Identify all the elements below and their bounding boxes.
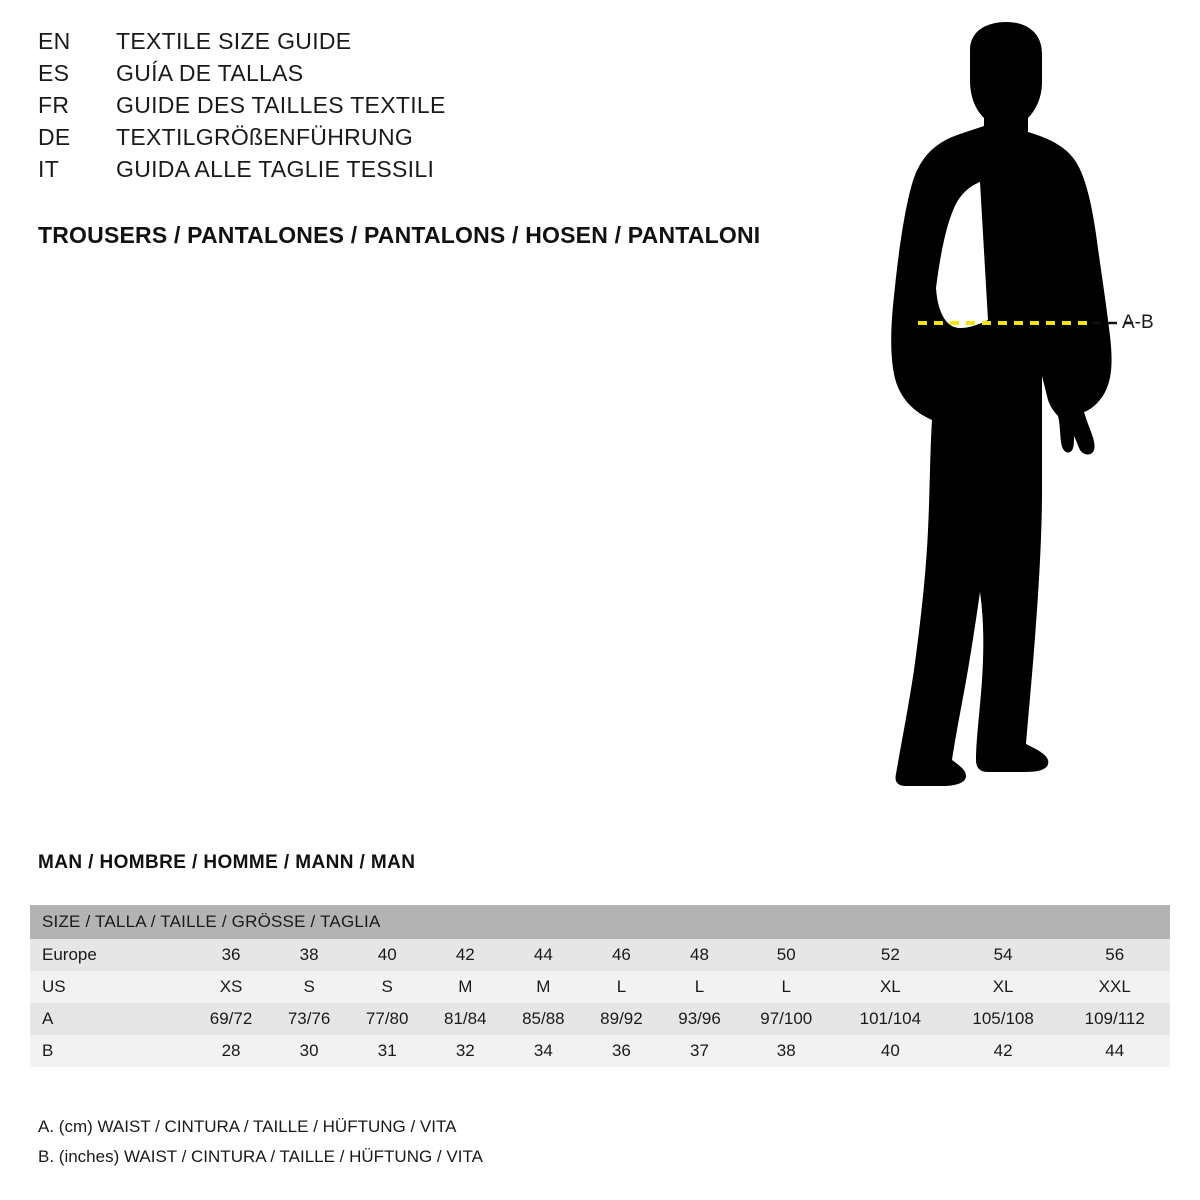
language-row <box>38 92 818 124</box>
language-code: DE <box>38 124 71 150</box>
cell: 101/104 <box>834 1003 947 1035</box>
cell: 50 <box>739 939 834 971</box>
cell: 37 <box>660 1035 738 1067</box>
cell: L <box>582 971 660 1003</box>
size-table-body <box>30 939 1170 1067</box>
size-table-head <box>30 905 1170 939</box>
cell: 85/88 <box>504 1003 582 1035</box>
language-text: TEXTILGRÖßENFÜHRUNG <box>116 124 414 150</box>
male-silhouette-icon <box>891 22 1111 786</box>
cell: 52 <box>834 939 947 971</box>
measure-label-ab: A-B <box>1122 312 1154 333</box>
language-text: GUÍA DE TALLAS <box>116 60 304 86</box>
row-label: B <box>30 1035 192 1067</box>
cell: 77/80 <box>348 1003 426 1035</box>
cell: 40 <box>348 939 426 971</box>
language-row <box>38 156 818 188</box>
cell: L <box>660 971 738 1003</box>
language-list <box>38 28 818 188</box>
cell: 89/92 <box>582 1003 660 1035</box>
cell: 46 <box>582 939 660 971</box>
cell: 73/76 <box>270 1003 348 1035</box>
cell: 42 <box>426 939 504 971</box>
language-row <box>38 124 818 156</box>
cell: 109/112 <box>1060 1003 1171 1035</box>
cell: 28 <box>192 1035 270 1067</box>
table-row <box>30 1035 1170 1067</box>
figure-illustration <box>820 20 1200 810</box>
cell: 38 <box>270 939 348 971</box>
cell: 93/96 <box>660 1003 738 1035</box>
cell: M <box>504 971 582 1003</box>
language-text: GUIDA ALLE TAGLIE TESSILI <box>116 156 435 182</box>
cell: L <box>739 971 834 1003</box>
cell: S <box>348 971 426 1003</box>
size-table-header-label: SIZE / TALLA / TAILLE / GRÖSSE / TAGLIA <box>30 905 1170 939</box>
row-label: Europe <box>30 939 192 971</box>
cell: S <box>270 971 348 1003</box>
garment-title: TROUSERS / PANTALONES / PANTALONS / HOSEN / PANTALONI <box>38 222 761 248</box>
cell: 32 <box>426 1035 504 1067</box>
cell: 56 <box>1060 939 1171 971</box>
footnote-a: A. (cm) WAIST / CINTURA / TAILLE / HÜFTUNG / VITA <box>38 1117 457 1136</box>
cell: 38 <box>739 1035 834 1067</box>
language-row <box>38 28 818 60</box>
cell: 30 <box>270 1035 348 1067</box>
cell: 42 <box>947 1035 1060 1067</box>
cell: XL <box>947 971 1060 1003</box>
table-header-row <box>30 905 1170 939</box>
table-row <box>30 971 1170 1003</box>
language-text: TEXTILE SIZE GUIDE <box>116 28 352 54</box>
cell: 105/108 <box>947 1003 1060 1035</box>
cell: 44 <box>504 939 582 971</box>
table-row <box>30 939 1170 971</box>
cell: 97/100 <box>739 1003 834 1035</box>
row-label: US <box>30 971 192 1003</box>
cell: 40 <box>834 1035 947 1067</box>
cell: XXL <box>1060 971 1171 1003</box>
cell: 44 <box>1060 1035 1171 1067</box>
language-code: IT <box>38 156 60 182</box>
section-title-man: MAN / HOMBRE / HOMME / MANN / MAN <box>38 852 416 873</box>
footnotes <box>38 1112 483 1172</box>
cell: 31 <box>348 1035 426 1067</box>
footnote-b: B. (inches) WAIST / CINTURA / TAILLE / HÜFTUNG / VITA <box>38 1147 483 1166</box>
language-code: ES <box>38 60 70 86</box>
size-table <box>30 905 1170 1067</box>
language-row <box>38 60 818 92</box>
cell: 81/84 <box>426 1003 504 1035</box>
cell: M <box>426 971 504 1003</box>
cell: 69/72 <box>192 1003 270 1035</box>
language-code: FR <box>38 92 70 118</box>
cell: XL <box>834 971 947 1003</box>
language-text: GUIDE DES TAILLES TEXTILE <box>116 92 446 118</box>
cell: 34 <box>504 1035 582 1067</box>
cell: 48 <box>660 939 738 971</box>
cell: XS <box>192 971 270 1003</box>
language-code: EN <box>38 28 71 54</box>
cell: 36 <box>582 1035 660 1067</box>
table-row <box>30 1003 1170 1035</box>
row-label: A <box>30 1003 192 1035</box>
cell: 54 <box>947 939 1060 971</box>
cell: 36 <box>192 939 270 971</box>
